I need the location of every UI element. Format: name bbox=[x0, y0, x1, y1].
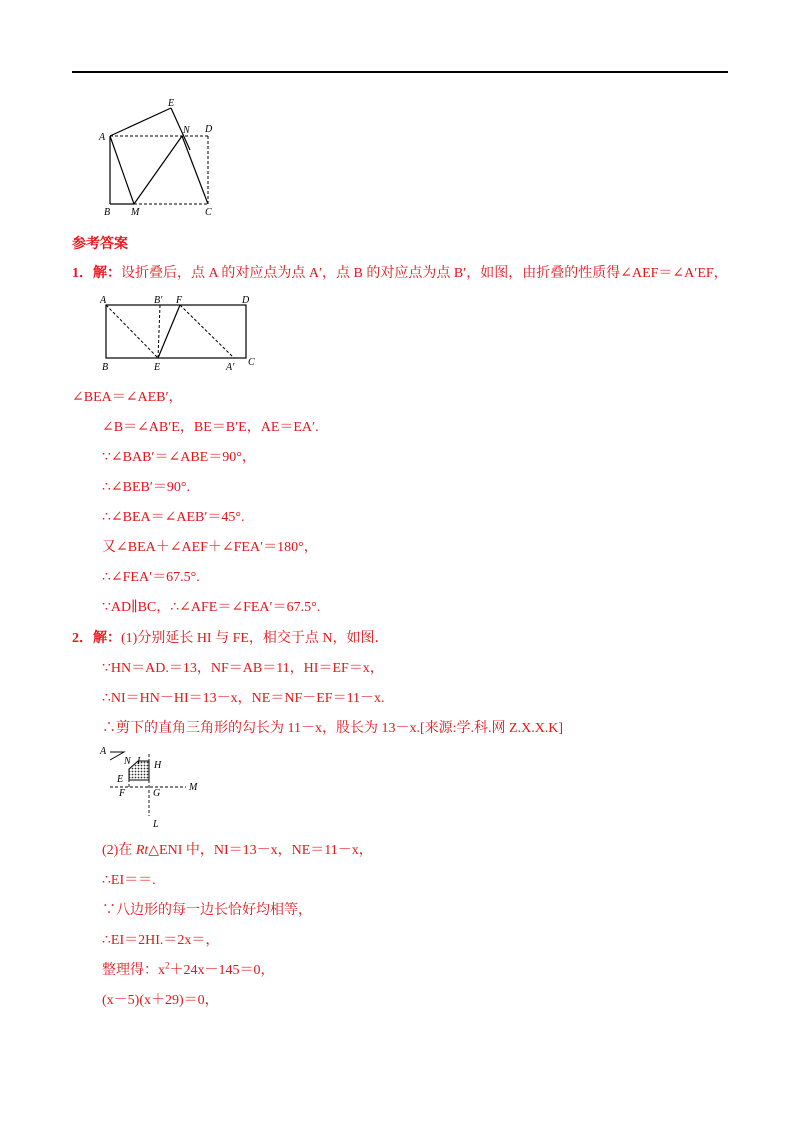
q2-part2-line bbox=[102, 842, 373, 860]
fig2-label-a: A bbox=[100, 295, 107, 306]
q2-line-5: ∵八边形的每一边长恰好均相等， bbox=[102, 903, 312, 918]
fig2-label-c: C bbox=[248, 357, 255, 368]
q1-line-7: ∴∠FEA′＝67.5°. bbox=[102, 570, 200, 585]
fig2-label-ap: A′ bbox=[226, 362, 235, 373]
q2-intro-text: (1)分别延长 HI 与 FE，相交于点 N，如图． bbox=[121, 631, 389, 646]
fig1-label-m: M bbox=[131, 207, 140, 218]
fig2-label-d: D bbox=[242, 295, 250, 306]
q2-equation-prefix: 整理得：x bbox=[102, 963, 165, 978]
figure-rectangle-fold-1 bbox=[98, 98, 228, 220]
q2-equation-line bbox=[102, 962, 275, 980]
q2-line-4: ∴EI＝＝. bbox=[102, 873, 156, 888]
fig3-label-a: A bbox=[100, 746, 107, 757]
fig2-label-b: B bbox=[102, 362, 109, 373]
fig1-label-b: B bbox=[104, 207, 111, 218]
fig3-label-l: L bbox=[153, 819, 159, 830]
figure-octagon-corner bbox=[98, 746, 206, 832]
q1-line-4: ∴∠BEB′＝90°. bbox=[102, 480, 191, 495]
q1-line-3: ∵∠BAB′＝∠ABE＝90°， bbox=[102, 450, 256, 465]
q2-number: 2． bbox=[72, 631, 93, 646]
fig1-label-a: A bbox=[99, 132, 106, 143]
q2-equation-exponent: 2 bbox=[165, 960, 170, 971]
q2-part2-text: △ENI 中，NI＝13－x，NE＝11－x， bbox=[148, 843, 373, 858]
q1-line-6: 又∠BEA＋∠AEF＋∠FEA′＝180°， bbox=[102, 540, 318, 555]
q2-line-6: ∴EI＝2HI.＝2x＝， bbox=[102, 933, 220, 948]
fig3-label-i: I bbox=[137, 756, 141, 767]
fig1-label-c: C bbox=[205, 207, 212, 218]
q2-part2-prefix: (2)在 bbox=[102, 843, 136, 858]
fig1-label-e: E bbox=[168, 98, 175, 109]
fig3-label-h: H bbox=[154, 760, 162, 771]
q2-line-3: ∴剪下的直角三角形的勾长为 11－x，股长为 13－x.[来源:学.科.网 Z.X.X.K] bbox=[102, 721, 564, 736]
q1-line-5: ∴∠BEA＝∠AEB′＝45°. bbox=[102, 510, 245, 525]
header-rule bbox=[72, 71, 728, 73]
q1-intro-text: 设折叠后，点 A 的对应点为点 A′，点 B 的对应点为点 B′，如图，由折叠的性质得∠AEF＝∠A′EF， bbox=[121, 266, 728, 281]
q2-intro-line bbox=[72, 630, 389, 648]
fig3-label-m: M bbox=[189, 782, 198, 793]
q1-number: 1． bbox=[72, 266, 93, 281]
fig3-label-n: N bbox=[124, 756, 131, 767]
fig1-label-d: D bbox=[205, 124, 213, 135]
fig2-label-e: E bbox=[154, 362, 161, 373]
fig2-label-f: F bbox=[176, 295, 183, 306]
q1-line-2: ∠B＝∠AB′E，BE＝B′E，AE＝EA′. bbox=[102, 420, 319, 435]
q2-line-1: ∵HN＝AD.＝13，NF＝AB＝11，HI＝EF＝x， bbox=[102, 661, 384, 676]
q2-line-2: ∴NI＝HN－HI＝13－x，NE＝NF－EF＝11－x. bbox=[102, 691, 385, 706]
fig3-label-e: E bbox=[117, 774, 124, 785]
q2-part2-rt: Rt bbox=[135, 843, 149, 858]
q1-solution-label: 解： bbox=[93, 266, 121, 281]
q2-equation-rest: ＋24x－145＝0， bbox=[169, 963, 275, 978]
figure-rectangle-fold-2 bbox=[96, 293, 260, 375]
fig3-label-f: F bbox=[119, 788, 126, 799]
answers-heading: 参考答案 bbox=[72, 237, 128, 252]
q1-line-1: ∠BEA＝∠AEB′， bbox=[72, 390, 183, 405]
fig2-label-bp: B′ bbox=[154, 295, 163, 306]
fig3-label-g: G bbox=[153, 788, 161, 799]
q2-factor-line: (x－5)(x＋29)＝0， bbox=[102, 993, 219, 1008]
q1-intro-line bbox=[72, 265, 728, 283]
q2-solution-label: 解： bbox=[93, 631, 121, 646]
q1-line-8: ∵AD∥BC，∴∠AFE＝∠FEA′＝67.5°. bbox=[102, 600, 321, 615]
fig1-label-n: N bbox=[183, 125, 190, 136]
